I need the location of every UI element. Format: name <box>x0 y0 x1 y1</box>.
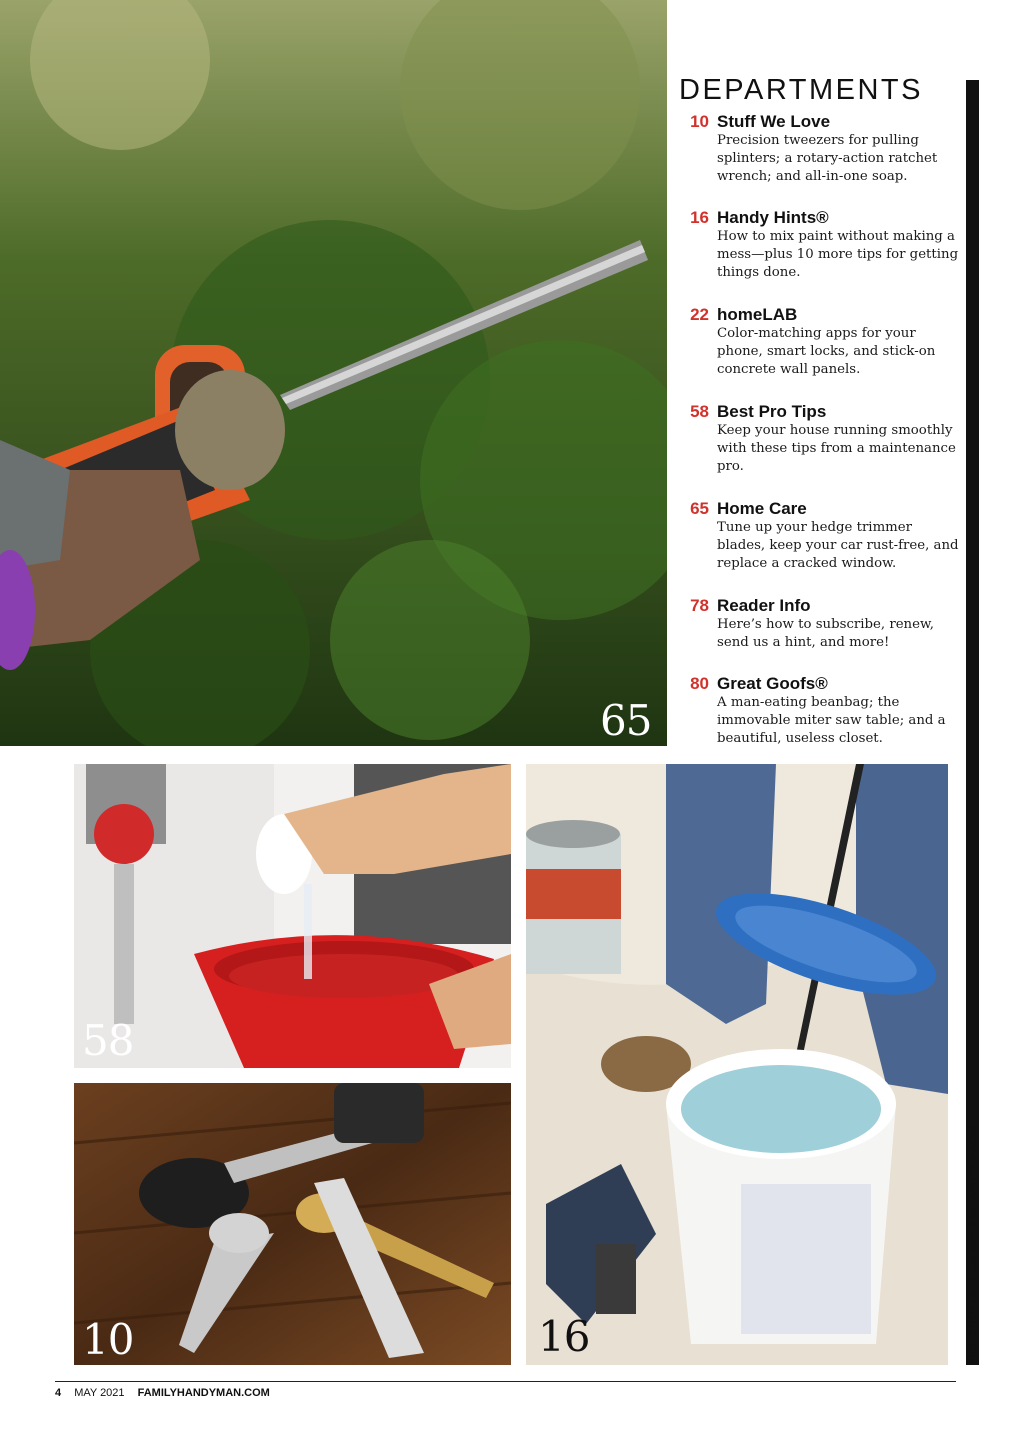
dept-page-number: 22 <box>690 305 709 324</box>
dept-name: Stuff We Love <box>717 112 831 131</box>
dept-description: Here’s how to subscribe, renew, send us a hint, and more! <box>717 617 935 650</box>
dept-description: A man-eating beanbag; the immovable miter saw table; and a beautiful, useless closet. <box>717 695 946 746</box>
paint-bucket-photo <box>526 764 948 1365</box>
keys-photo <box>74 1083 511 1365</box>
page-number: 4 <box>55 1387 62 1399</box>
site-link[interactable]: FAMILYHANDYMAN.COM <box>137 1387 270 1399</box>
dept-description: How to mix paint without making a mess—plus 10 more tips for getting things done. <box>717 229 959 280</box>
dept-page-number: 58 <box>690 402 709 421</box>
hedge-photo-page-label: 65 <box>600 696 652 745</box>
dept-page-number: 80 <box>690 674 709 693</box>
heater-photo-page-label: 58 <box>82 1016 134 1065</box>
dept-description: Color-matching apps for your phone, smart locks, and stick-on concrete wall panels. <box>717 326 936 377</box>
keys-photo-page-label: 10 <box>82 1315 134 1364</box>
footer-rule <box>55 1381 956 1382</box>
dept-description: Keep your house running smoothly with these tips from a maintenance pro. <box>717 423 956 474</box>
dept-description: Precision tweezers for pulling splinters; a rotary-action ratchet wrench; and all-in-one soap. <box>717 133 938 184</box>
photo-credit-prefix: PHOTO (TOP LEFT): <box>968 1271 979 1364</box>
hedge-trimmer-photo <box>0 0 667 746</box>
dept-name: Great Goofs® <box>717 674 828 693</box>
dept-name: Home Care <box>717 499 807 518</box>
departments-heading: DEPARTMENTS <box>679 74 923 106</box>
dept-page-number: 78 <box>690 596 709 615</box>
dept-name: Reader Info <box>717 596 811 615</box>
dept-page-number: 16 <box>690 208 709 227</box>
bucket-photo-page-label: 16 <box>538 1312 590 1361</box>
issue-date: MAY 2021 <box>74 1387 125 1399</box>
dept-name: homeLAB <box>717 305 798 324</box>
dept-name: Best Pro Tips <box>717 402 827 421</box>
dept-name: Handy Hints® <box>717 208 829 227</box>
water-heater-photo <box>74 764 511 1068</box>
dept-description: Tune up your hedge trimmer blades, keep your car rust-free, and replace a cracked window. <box>717 520 959 571</box>
dept-page-number: 65 <box>690 499 709 518</box>
photo-credit-name: JOHNNY GRIEG/GETTY IMAGES <box>968 1124 979 1272</box>
dept-page-number: 10 <box>690 112 709 131</box>
photo-credit <box>968 1124 979 1365</box>
page-footer <box>55 1387 280 1399</box>
